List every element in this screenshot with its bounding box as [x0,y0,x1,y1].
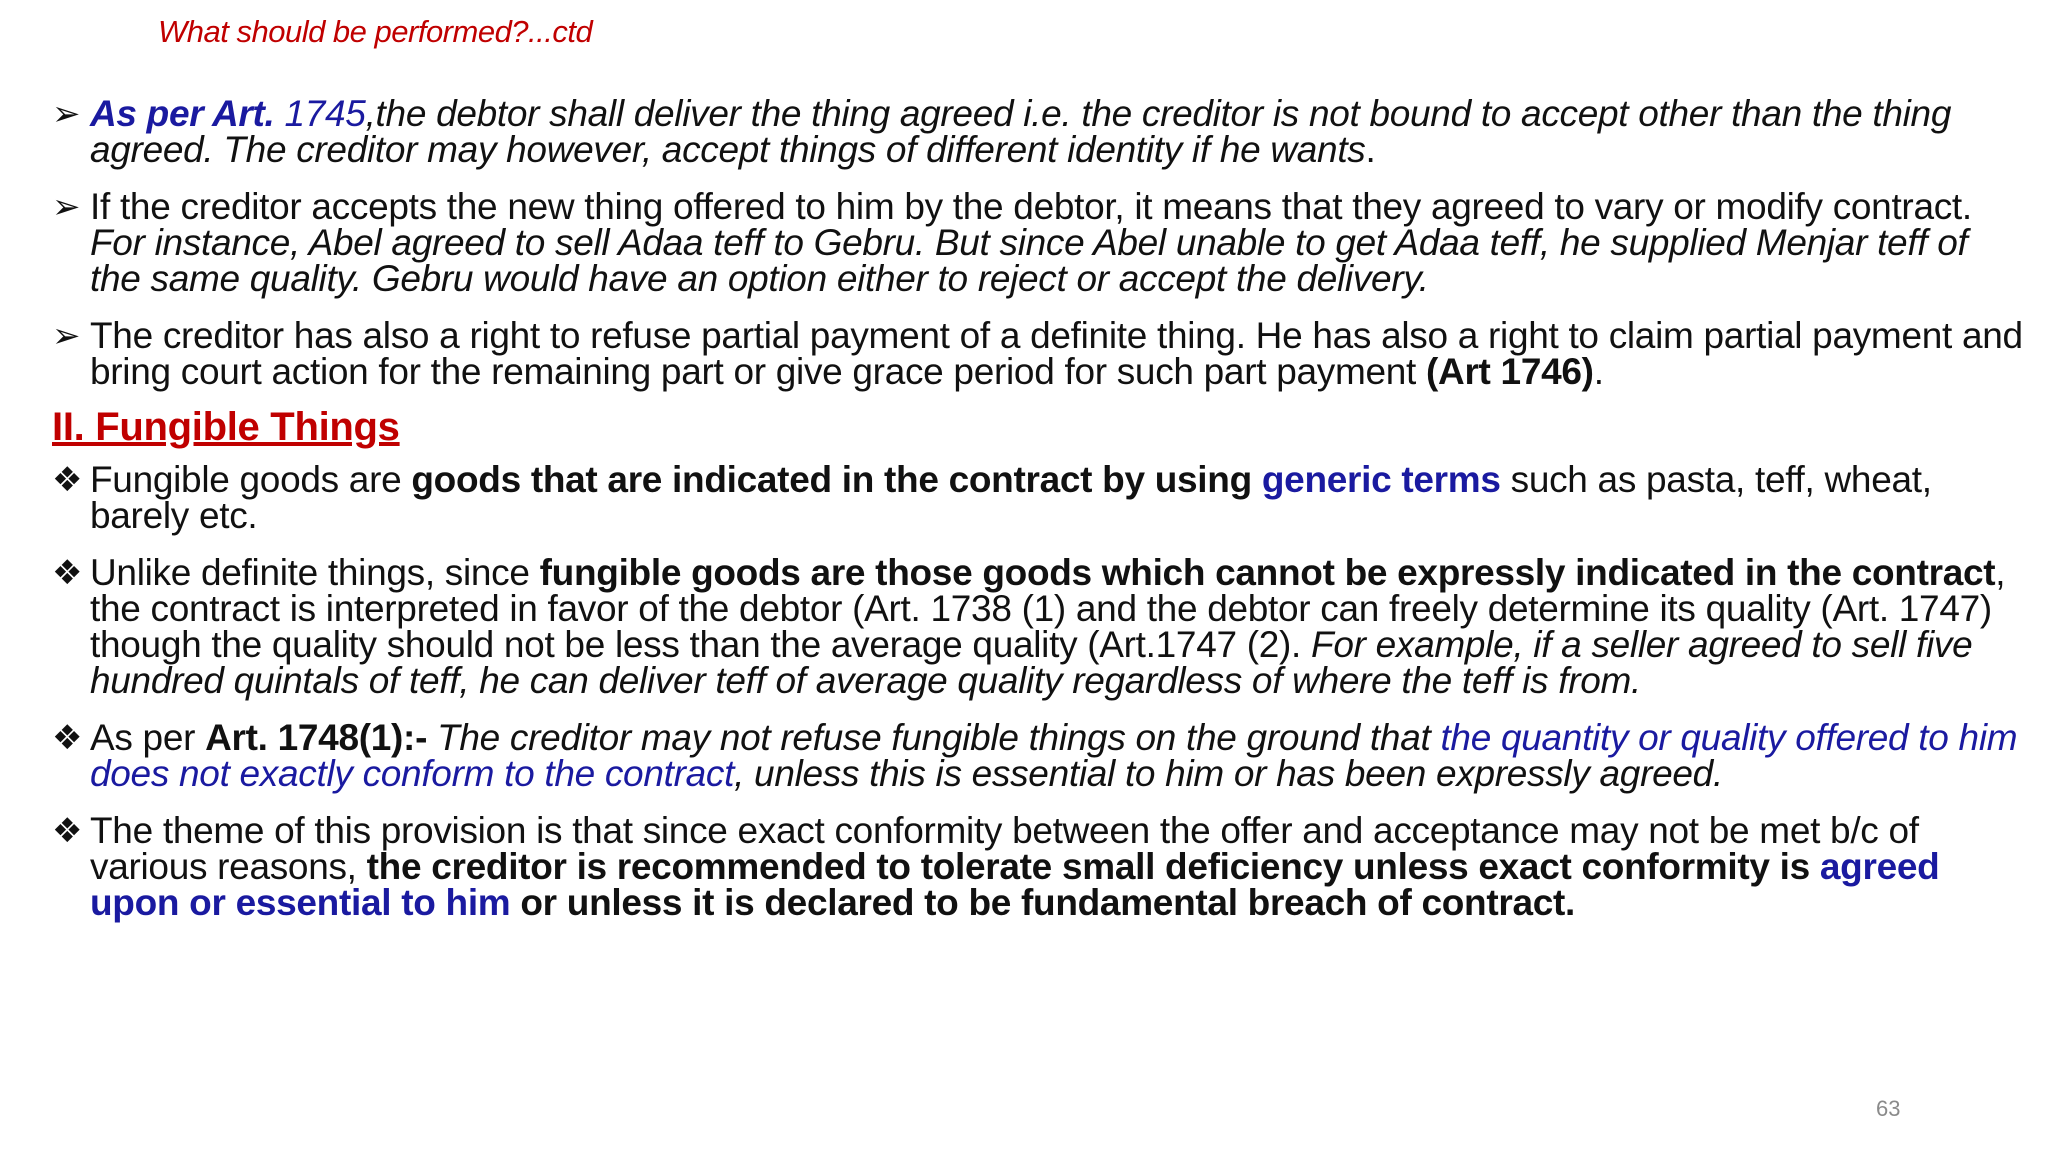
bullet-text-end: . [1593,351,1604,392]
page-number: 63 [1876,1096,1901,1121]
bullet-text-end: such as pasta, teff, wheat, barely etc. [90,459,1932,536]
bullet-new-thing [52,186,2027,299]
art-number: 1745 [274,93,366,134]
bullet-highlight: generic terms [1261,459,1501,500]
section-heading: II. Fungible Things [52,405,400,449]
diamond-bullet-icon: ❖ [52,719,83,757]
bullet-text-middle: , the contract is interpreted in favor of the debtor (Art. 1738 (1) and the debtor can freely determine its quality (Art. 1747) though the quality should not be less than the average quality (Art.1747 (2). [90,552,2006,665]
diamond-bullet-icon: ❖ [52,554,83,592]
bullet-quote-end: , unless this is essential to him or has been expressly agreed. [734,753,1723,794]
bullet-quote: The creditor may not refuse fungible things on the ground that [437,717,1441,758]
bullet-text: As per [90,717,206,758]
slide-content [52,93,2027,942]
bullet-text: If the creditor accepts the new thing offered to him by the debtor, it means that they agreed to vary or modify contract. [90,186,1972,227]
bullet-fungible-interpretation [52,552,2027,701]
bullet-fungible-definition [52,459,2027,536]
arrow-bullet-icon: ➢ [52,188,81,226]
bullet-text: Fungible goods are [90,459,412,500]
arrow-bullet-icon: ➢ [52,95,81,133]
bullet-text: The theme of this provision is that since exact conformity between the offer and acceptance may not be met b/c of various reasons, [90,810,1919,887]
art-reference: Art. 1748(1):- [205,717,438,758]
diamond-bullet-icon: ❖ [52,461,83,499]
bullet-text: The creditor has also a right to refuse partial payment of a definite thing. He has also a right to claim partial payment and bring court action for the remaining part or give grace period for such part payment [90,315,2023,392]
diamond-bullet-icon: ❖ [52,812,83,850]
bullet-text-end: . [1365,129,1376,170]
bullet-highlight: agreed upon or essential to him [90,846,1940,923]
bullet-partial-payment [52,315,2027,392]
art-reference: (Art 1746) [1426,351,1594,392]
bullet-emphasis: fungible goods are those goods which cannot be expressly indicated in the contract [539,552,1996,593]
bullet-example: For instance, Abel agreed to sell Adaa teff to Gebru. But since Abel unable to get Adaa teff, he supplied Menjar teff of the same quality. Gebru would have an option either to reject or accept the delivery. [90,222,1968,299]
bullet-text: Unlike definite things, since [90,552,540,593]
bullet-example: For example, if a seller agreed to sell five hundred quintals of teff, he can deliver teff of average quality regardless of where the teff is from. [90,624,1973,701]
art-reference: As per Art. [90,93,275,134]
bullet-emphasis: goods that are indicated in the contract by using [411,459,1262,500]
slide-title: What should be performed?...ctd [158,14,593,49]
bullet-text: ,the debtor shall deliver the thing agreed i.e. the creditor is not bound to accept other than the thing agreed. The creditor may however, accept things of different identity if he wants [90,93,1952,170]
bullet-emphasis-end: or unless it is declared to be fundamental breach of contract. [510,882,1576,923]
bullet-highlight: the quantity or quality offered to him does not exactly conform to the contract [90,717,2018,794]
bullet-emphasis: the creditor is recommended to tolerate small deficiency unless exact conformity is [366,846,1820,887]
bullet-provision-theme [52,810,2027,923]
bullet-art-1745 [52,93,2027,170]
bullet-art-1748 [52,717,2027,794]
arrow-bullet-icon: ➢ [52,317,81,355]
